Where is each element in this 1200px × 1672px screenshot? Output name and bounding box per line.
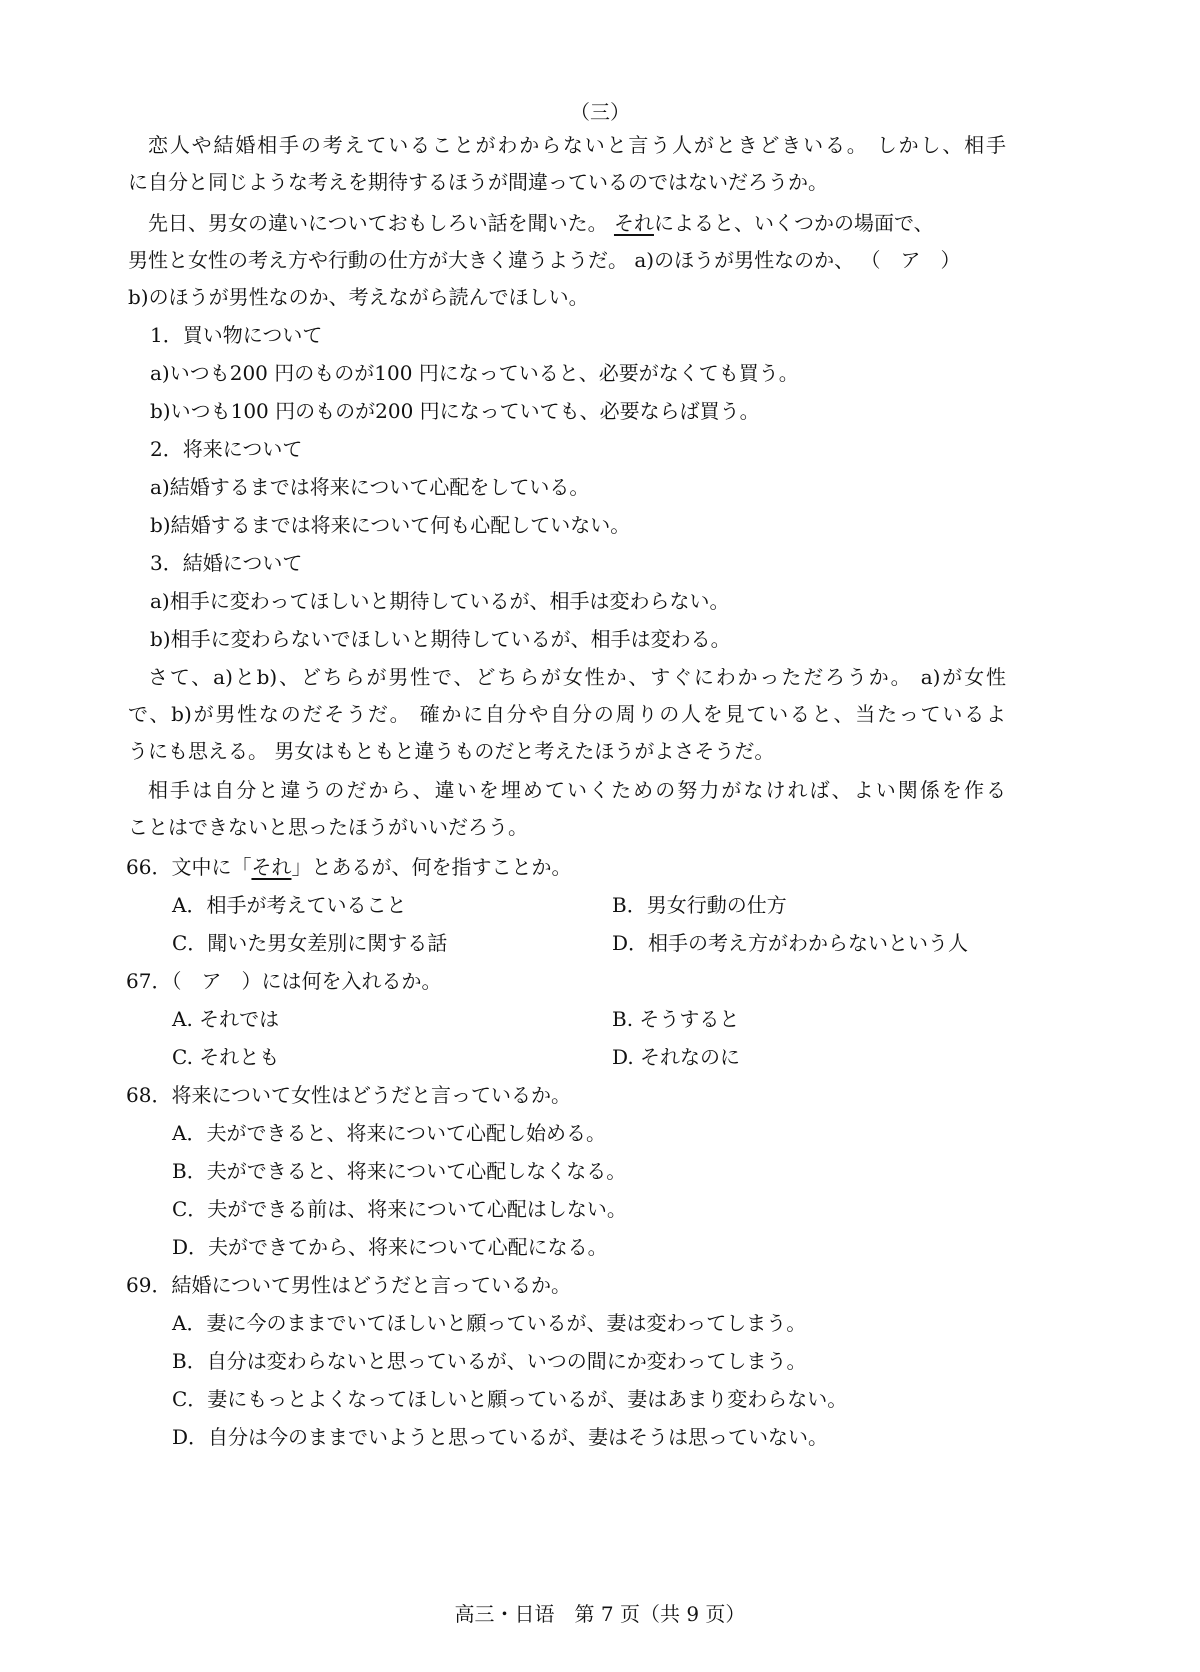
question-67-stem: 67．（ ア ）には何を入れるか。 — [126, 969, 442, 993]
passage-line: ことはできないと思ったほうがいいだろう。 — [128, 815, 528, 839]
passage-line: 相手は自分と違うのだから、違いを埋めていくための努力がなければ、よい関係を作る — [148, 778, 1006, 802]
passage-text: によると、いくつかの場面で、 — [653, 211, 934, 235]
answer-option: D．自分は今のままでいようと思っているが、妻はそうは思っていない。 — [172, 1425, 829, 1449]
passage-line: うにも思える。 男女はもともと違うものだと考えたほうがよさそうだ。 — [128, 739, 775, 763]
answer-option: D．相手の考え方がわからないという人 — [612, 931, 969, 955]
list-item: b)相手に変わらないでほしいと期待しているが、相手は変わる。 — [150, 627, 731, 651]
list-item: a)結婚するまでは将来について心配をしている。 — [150, 475, 590, 499]
passage-text: 先日、男女の違いについておもしろい話を聞いた。 — [148, 211, 614, 235]
question-text: 66．文中に「 — [126, 855, 252, 879]
answer-option: B．自分は変わらないと思っているが、いつの間にか変わってしまう。 — [172, 1349, 807, 1373]
question-68-stem: 68．将来について女性はどうだと言っているか。 — [126, 1083, 572, 1107]
answer-option: C．妻にもっとよくなってほしいと願っているが、妻はあまり変わらない。 — [172, 1387, 848, 1411]
answer-option: D．夫ができてから、将来について心配になる。 — [172, 1235, 608, 1259]
list-item: a)いつも200 円のものが100 円になっていると、必要がなくても買う。 — [150, 361, 799, 385]
answer-option: C．夫ができる前は、将来について心配はしない。 — [172, 1197, 627, 1221]
list-heading: 3．結婚について — [150, 551, 303, 575]
answer-option: D. それなのに — [612, 1045, 741, 1069]
question-69-stem: 69．結婚について男性はどうだと言っているか。 — [126, 1273, 572, 1297]
passage-line: b)のほうが男性なのか、考えながら読んでほしい。 — [128, 285, 589, 309]
list-item: b)いつも100 円のものが200 円になっていても、必要ならば買う。 — [150, 399, 760, 423]
answer-option: C．聞いた男女差別に関する話 — [172, 931, 448, 955]
passage-line — [148, 209, 934, 237]
underlined-word: それ — [251, 855, 292, 879]
answer-option: B. そうすると — [612, 1007, 740, 1031]
question-66-stem — [126, 853, 571, 881]
passage-line: で、b)が男性なのだそうだ。 確かに自分や自分の周りの人を見ていると、当たっているよ — [128, 702, 1006, 726]
answer-option: A. それでは — [172, 1007, 280, 1031]
answer-option: A．妻に今のままでいてほしいと願っているが、妻は変わってしまう。 — [172, 1311, 807, 1335]
page-footer: 高三・日语 第 7 页（共 9 页） — [454, 1602, 746, 1626]
list-item: a)相手に変わってほしいと期待しているが、相手は変わらない。 — [150, 589, 730, 613]
answer-option: A．相手が考えていること — [172, 893, 407, 917]
list-item: b)結婚するまでは将来について何も心配していない。 — [150, 513, 631, 537]
passage-line: 恋人や結婚相手の考えていることがわからないと言う人がときどきいる。 しかし、相手 — [148, 133, 1006, 157]
list-heading: 2．将来について — [150, 437, 303, 461]
answer-option: B．夫ができると、将来について心配しなくなる。 — [172, 1159, 627, 1183]
question-text: 」とあるが、何を指すことか。 — [291, 855, 572, 879]
answer-option: B．男女行動の仕方 — [612, 893, 787, 917]
section-title: （三） — [570, 100, 630, 124]
answer-option: C. それとも — [172, 1045, 280, 1069]
underlined-word: それ — [613, 211, 654, 235]
passage-line: に自分と同じような考えを期待するほうが間違っているのではないだろうか。 — [128, 170, 828, 194]
passage-line: さて、a)とb)、どちらが男性で、どちらが女性か、すぐにわかっただろうか。 a)が女性 — [148, 665, 1006, 689]
list-heading: 1．買い物について — [150, 323, 323, 347]
passage-line: 男性と女性の考え方や行動の仕方が大きく違うようだ。 a)のほうが男性なのか、 （ ア ） — [128, 248, 961, 272]
answer-option: A．夫ができると、将来について心配し始める。 — [172, 1121, 607, 1145]
